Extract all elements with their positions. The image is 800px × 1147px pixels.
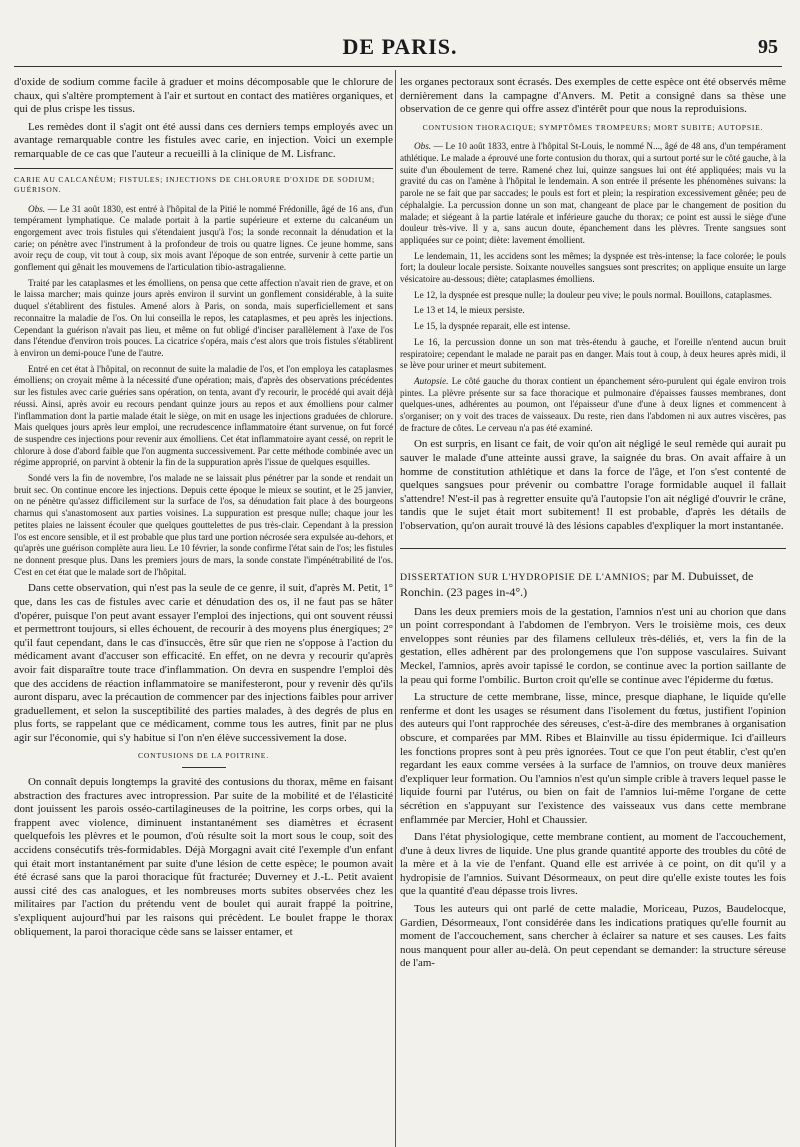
paragraph: On est surpris, en lisant ce fait, de voir qu'on ait négligé le seul remède qui aurait pu sauver le malade d'une atteinte aussi grave, la saignée du bras. On avait affaire à un homme de constitution athlétique et dans la force de l'âge, et l'on s'est contenté de quelques sangsues pour prévenir ou combattre l'orage formidable auquel il fallait s'attendre! N'est-il pas à regretter ensuite qu'à l'autopsie l'on ait négligé d'ouvrir le crâne, tandis que le sujet était mort subitement! Il est probable, d'après les détails de l'observation, qu'on aurait trouvé là des lésions capables d'expliquer la mort instantanée. xyxy=(400,438,786,533)
right-column xyxy=(400,76,786,1146)
section-rule xyxy=(400,548,786,549)
observation-paragraph: Traité par les cataplasmes et les émolliens, on pensa que cette affection n'avait rien de grave, et on le laissa marcher; mais quinze jours après environ il survint un gonflement considérable, à la suite duquel s'établirent des fistules. Amené alors à Paris, on sonda, mais superficiellement et sans reconnaitre la maladie de l'os. On lui conseilla le repos, les cataplasmes, et peu après les injections. Cependant la guérison n'avait pas lieu, et même on fut obligé d'inciser parallèlement à l'axe de l'os dans l'étendue d'environ trois pouces. La cicatrice s'opéra, mais c'est alors que trois fistules s'établirent à environ un demi-pouce l'une de l'autre. xyxy=(14,277,393,358)
section-title-contusion-thoracique: CONTUSION THORACIQUE; SYMPTÔMES TROMPEURS; MORT SUBITE; AUTOPSIE. xyxy=(422,122,764,132)
dissertation-title xyxy=(400,569,786,600)
observation-paragraph: Le 15, la dyspnée reparait, elle est intense. xyxy=(414,321,571,332)
paragraph: Tous les auteurs qui ont parlé de cette maladie, Moriceau, Puzos, Baudelocque, Gardien, Désormeaux, l'ont considérée dans les indications pratiques qu'elle fournit au moment de l'accouchement, sans chercher à éclairer sa nature et ses causes. Les faits nous manquent pour aller au-delà. On peut cependant se demander: la structure séreuse de l'am- xyxy=(400,903,786,970)
autopsy-label: Autopsie. xyxy=(414,375,449,386)
autopsy-text: Le côté gauche du thorax contient un épanchement séro-purulent qui égale environ trois pintes. La plèvre présente sur sa face thoracique et pulmonaire d'épaisses fausses membranes, dont quelques-unes, adhérentes au poumon, ont l'épaisseur d'une d'une à deux lignes et commencent à s'organiser; on y voit des traces de vaisseaux. Du reste, rien dans l'abdomen ni aux autres viscères, pas de fracture de côtes. Le cerveau n'a pas été examiné. xyxy=(400,375,786,433)
paragraph: Dans l'état physiologique, cette membrane contient, au moment de l'accouchement, d'une à deux livres de liquide. Une plus grande quantité apporte des troubles du côté de la mère et à la vie de l'enfant. Quand elle est arrivée à ce point, on dit qu'il y a hydropisie de l'amnios. Suivant Désormeaux, on peut dire qu'elle existe toutes les fois que la quantité d'eau dépasse trois livres. xyxy=(400,831,786,898)
paragraph: les organes pectoraux sont écrasés. Des exemples de cette espèce ont été observés même dernièrement dans la campagne d'Anvers. M. Petit a consigné dans sa thèse une observation de ce genre qui offre assez d'intérêt pour que nous la reproduisions. xyxy=(400,76,786,116)
header-rule xyxy=(14,66,782,67)
page-number: 95 xyxy=(758,36,778,58)
dissertation-title-caps: DISSERTATION SUR L'HYDROPISIE DE L'AMNIOS; xyxy=(400,571,650,583)
observation-paragraph xyxy=(400,141,786,246)
observation-paragraph xyxy=(400,376,786,435)
observation-paragraph xyxy=(14,204,393,274)
paragraph: On connaît depuis longtemps la gravité des contusions du thorax, même en faisant abstraction des fractures avec intropression. Par suite de la mobilité et de l'élasticité dont jouissent les parois osséo-cartilagineuses de la poitrine, les corps orbes, qui la frappent avec violence, diminuent instantanément ses diamètres et écrasent quelquefois les plèvres et le poumon, d'où résulte soit la mort sous le coup, soit des accidens consécutifs très-formidables. Déjà Morgagni avait cité l'exemple d'un enfant qui était mort instantanément par suite d'une lésion de cette espèce; le poumon avait été écrasé sans que la paroi thoracique fût fracturée; Duverney et J.-L. Petit avaient aussi cité des cas analogues, et les nombreuses morts subites observées chez les militaires par l'action du prétendu vent de boulet qui aurait frappé la poitrine, s'expliquent aujourd'hui par les raisons qui précèdent. Le boulet frappe le thorax obliquement, la paroi thoracique cède sans se laisser entamer, et xyxy=(14,775,393,938)
left-column xyxy=(14,76,393,1146)
page-header xyxy=(0,34,800,64)
observation-paragraph: Le 16, la percussion donne un son mat très-étendu à gauche, et l'oreille n'entend aucun bruit respiratoire; cependant le malade ne parait pas en danger. Mais tout à coup, à deux heures après midi, il se lève pour uriner et meurt subitement. xyxy=(400,336,786,371)
running-title: DE PARIS. xyxy=(342,34,458,59)
obs-label: Obs. xyxy=(28,203,46,214)
obs-label: Obs. xyxy=(414,141,432,152)
paragraph: d'oxide de sodium comme facile à graduer et moins décomposable que le chlorure de chaux, qui s'altère promptement à l'air et surtout en contact des matières organiques, et qui de plus crispe les tissus. xyxy=(14,76,393,116)
obs-text: — Le 31 août 1830, est entré à l'hôpital de la Pitié le nommé Frédonille, âgé de 16 ans, d'un tempérament lymphatique. Ce malade portait à la partie supérieure et externe du calcanéum un engorgement avec trois fistules qui s'étendaient jusqu'à l'os; la sonde reconnait la dénudation et la carie; on pénètre avec l'instrument à la profondeur de trois ou quatre lignes. Ce jeune homme, sans avoir reçu de coup, vit tout à coup, six mois avant l'époque de son entrée, survenir à cette partie un gonflement qui gênait les mouvemens de l'articulation tibio-astragalienne. xyxy=(14,203,393,273)
column-divider xyxy=(395,70,396,1147)
paragraph: Dans les deux premiers mois de la gestation, l'amnios n'est uni au chorion que dans un point correspondant à l'abdomen de l'embryon. Vers le troisième mois, ces deux enveloppes sont réunies par des filamens celluleux très-déliés, et, vers la fin de la gestation, elles adhèrent par des prolongemens que l'on suppose vasculaires. Suivant Meckel, l'amnios, après avoir tapissé le cordon, se continue avec la portion saillante de la peau qui forme l'ombilic. Burton croit qu'elle se continue avec l'épiderme du fœtus. xyxy=(400,605,786,686)
observation-paragraph: Le 13 et 14, le mieux persiste. xyxy=(414,305,525,316)
section-title-carie: CARIE AU CALCANÉUM; FISTULES; INJECTIONS DE CHLORURE D'OXIDE DE SODIUM; GUÉRISON. xyxy=(14,174,375,195)
section-separator xyxy=(182,767,226,768)
observation-paragraph: Entré en cet état à l'hôpital, on reconnut de suite la maladie de l'os, et l'on employa les cataplasmes émolliens; on croyait même à la nécessité d'une opération; mais, d'après des observations précédentes sur les fistules avec carie guéries sans opération, on tenta, avant d'y recourir, le procédé qui avait déjà réussi. Ainsi, après avoir eu recours pendant quinze jours au repos et aux émolliens pour calmer l'inflammation dont la partie malade était le siège, on mit en usage les injections graduées de chlorure. Mais quelques jours après leur emploi, une recrudescence inflammatoire étant survenue, on fut forcé de suspendre ces injections pour revenir aux émolliens. Cet état inflammatoire ayant cessé, on reprit le chlorure à dose d'abord faible que l'on augmenta successivement. Par cette méthode combinée avec un régime approprié, on parvint à obtenir la fin de la suppuration après l'issue de quelques esquilles. xyxy=(14,363,393,468)
dissertation-title-rest: par M. Dubuisset, de Ronchin. (23 pages in-4°.) xyxy=(400,568,754,599)
section-title-contusions xyxy=(14,751,393,768)
paragraph: Les remèdes dont il s'agit ont été aussi dans ces derniers temps employés avec un avantage remarquable contre les fistules avec carie, en injection. Voici un exemple remarquable de ce cas que l'auteur a recueilli à la clinique de M. Lisfranc. xyxy=(14,120,393,160)
paragraph: La structure de cette membrane, lisse, mince, presque diaphane, le liquide qu'elle renferme et dont les usages se résument dans l'isolement du fœtus, justifient l'opinion des auteurs qui l'ont rapprochée des séreuses, c'est-à-dire des membranes à organisation obscure, et comparées par MM. Ribes et Blainville au tissu épidermique. Ici d'ailleurs les fonctions propres sont à peu près ignorées. Tout ce que l'on peut établir, c'est qu'en regardant les eaux comme versées à la surface de l'amnios, on trouve deux manières d'expliquer leur formation. Ou l'amnios n'est qu'un simple crible à travers lequel passe le liquide fourni par l'utérus, ou bien on fait de l'amnios lui-même l'organe de cette sécrétion en s'appuyant sur l'existence des vaisseaux vus dans cette membrane enflammée par Mercier, Hohl et Chaussier. xyxy=(400,691,786,826)
paragraph: Dans cette observation, qui n'est pas la seule de ce genre, il suit, d'après M. Petit, 1° que, dans les cas de fistules avec carie et dénudation des os, il ne faut pas se hâter d'opérer, puisque l'on peut avant essayer l'emploi des injections, qui ont souvent réussi et permettront toujours, si elles échouent, de recourir à des moyens plus énergiques; 2° qu'il faut cependant, dans le cas d'insuccès, être sûr que rien ne s'oppose à l'action du médicament avant d'accuser son efficacité. En effet, on ne devra y recourir qu'après avoir fait disparaître toute trace d'inflammation. On devra en suspendre l'emploi dès que des accidens de réaction inflammatoire se manifesteront, pour y revenir dès qu'ils auront disparu, avec la précaution de commencer par des injections faibles pour arriver graduellement, et selon la susceptibilité des parties malades, à des degrés de plus en plus forts, se rappelant que ce médicament, comme tous les autres, finit par ne plus agir sur l'économie, qui s'y habitue si l'on n'en élève successivement la dose. xyxy=(14,582,393,744)
section-title-text: CONTUSIONS DE LA POITRINE. xyxy=(138,751,269,761)
observation-paragraph: Sondé vers la fin de novembre, l'os malade ne se laissait plus pénétrer par la sonde et rendait un bruit sec. On continue encore les injections. Depuis cette époque le mieux se soutint, et le 25 janvier, on ne pénètre qu'assez difficilement sur la surface de l'os, sa dénudation fait place à des bourgeons charnus qui s'anastomosent aux parties voisines. La suppuration est presque nulle; chaque jour les petites plaies ne laissent écouler que quelques gouttelettes de pus très-clair. Cependant à la pression l'os est encore sensible, et il est probable que plus tard une portion nécrosée sera expulsée au-dehors, et qu'après une guérison complète aura lieu. Le 10 février, la sonde confirme l'état sain de l'os; les fistules ne donnent presque plus. Dans les premiers jours de mars, la sonde constate l'impénétrabilité de l'os. C'est en cet état que le malade sort de l'hôpital. xyxy=(14,473,393,577)
section-rule xyxy=(14,168,393,169)
obs-text: — Le 10 août 1833, entre à l'hôpital St-Louis, le nommé N..., âgé de 48 ans, d'un tempérament athlétique. Le malade a éprouvé une forte contusion du thorax, qui a surtout porté sur le côté gauche, à la suite d'un éboulement de terre. Ramené chez lui, quinze sangsues lui ont été appliquées; mais vu la gravité du cas on l'amène à l'hôpital le lendemain. A son entrée il présente les phénomènes suivans: la parole ne se fait que par saccades; le pouls est fort et plein; la respiration excessivement gênée; peu de céphalalgie. La percussion donne un son mat, changeant de place par le changement de position du malade; et siégeant à la partie latérale et inférieure gauche du thorax; ce point est aussi le siège d'une douleur très-vive. Il y a, sans aucun doute, épanchement dans les plèvres. Trente sangsues sont appliquées sur ce point; diète: lavement émollient. xyxy=(400,141,786,245)
observation-paragraph: Le 12, la dyspnée est presque nulle; la douleur peu vive; le pouls normal. Bouillons, cataplasmes. xyxy=(414,289,772,300)
observation-paragraph: Le lendemain, 11, les accidens sont les mêmes; la dyspnée est très-intense; la face colorée; le pouls fort; la douleur locale persiste. Soixante nouvelles sangsues sont prescrites; on applique ensuite un large vésicatoire au-dessous; diète; cataplasmes émolliens. xyxy=(400,250,786,285)
